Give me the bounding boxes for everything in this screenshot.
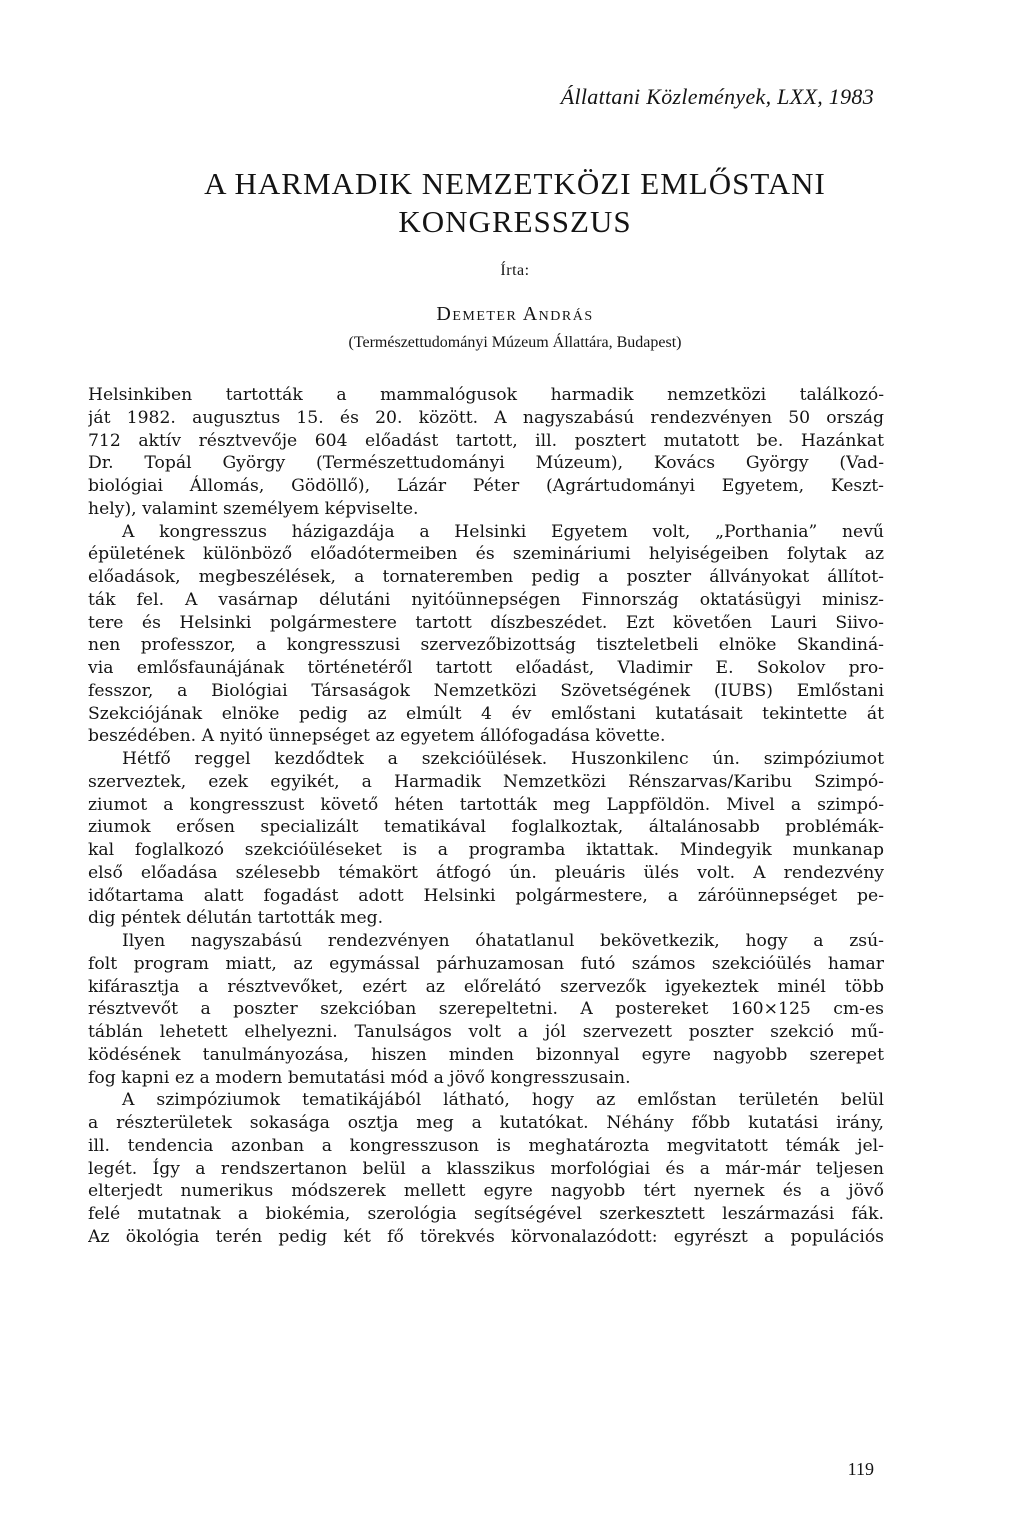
body-line: Az ökológia terén pedig két fő törekvés körvonalazódott: egyrészt a populációs [88, 1226, 884, 1247]
body-line: via emlősfaunájának történetéről tartott előadást, Vladimir E. Sokolov pro- [88, 658, 884, 678]
article-title-line: KONGRESSZUS [398, 204, 632, 239]
body-line: beszédében. A nyitó ünnepséget az egyetem állófogadása követte. [88, 726, 666, 747]
article-body [88, 384, 884, 1249]
journal-header: Állattani Közlemények, LXX, 1983 [560, 84, 874, 109]
body-line: fesszor, a Biológiai Társaságok Nemzetközi Szövetségének (IUBS) Emlőstani [88, 680, 884, 701]
article-title-line: A HARMADIK NEMZETKÖZI EMLŐSTANI [204, 166, 826, 201]
by-label: Írta: [500, 262, 530, 279]
body-line: tere és Helsinki polgármestere tartott díszbeszédet. Ezt követően Lauri Siivo- [88, 612, 884, 633]
body-line: épületének különböző előadótermeiben és szemináriumi helyiségeiben folytak az [88, 544, 884, 565]
author-affiliation: (Természettudományi Múzeum Állattára, Budapest) [348, 334, 682, 351]
body-line: kal foglalkozó szekcióüléseket is a programba iktattak. Mindegyik munkanap [88, 840, 884, 860]
body-line: résztvevőt a poszter szekcióban szerepeltetni. A postereket 160×125 cm-es [88, 999, 884, 1020]
author-name: Demeter András [436, 303, 594, 325]
body-line: elterjedt numerikus módszerek mellett egyre nagyobb tért nyernek és a jövő [88, 1181, 884, 1202]
body-line: A szimpóziumok tematikájából látható, hogy az emlőstan területén belül [122, 1090, 884, 1111]
body-line: a részterületek sokasága osztja meg a kutatókat. Néhány főbb kutatási irány, [88, 1113, 884, 1133]
body-line: fog kapni ez a modern bemutatási mód a jövő kongresszusain. [88, 1067, 631, 1088]
body-line: ját 1982. augusztus 15. és 20. között. A nagyszabású rendezvényen 50 ország [88, 407, 884, 428]
page-number: 119 [847, 1459, 874, 1479]
body-line: A kongresszus házigazdája a Helsinki Egyetem volt, „Porthania” nevű [122, 521, 884, 542]
body-line: felé mutatnak a biokémia, szerológia segítségével szerkesztett leszármazási fák. [88, 1204, 884, 1224]
body-line: előadások, megbeszélések, a tornateremben pedig a poszter állványokat állítot- [88, 567, 884, 587]
body-line: legét. Így a rendszertanon belül a klasszikus morfológiai és a már-már teljesen [88, 1158, 884, 1179]
body-line: ták fel. A vasárnap délutáni nyitóünnepségen Finnország oktatásügyi minisz- [88, 589, 884, 610]
body-line: ill. tendencia azonban a kongresszuson is meghatározta megvitatott témák jel- [88, 1135, 884, 1156]
body-line: táblán lehetett elhelyezni. Tanulságos volt a jól szervezett poszter szekció mű- [88, 1022, 884, 1042]
body-line: 712 aktív résztvevője 604 előadást tartott, ill. posztert mutatott be. Hazánkat [88, 430, 884, 451]
body-line: biológiai Állomás, Gödöllő), Lázár Péter (Agrártudományi Egyetem, Keszt- [88, 476, 884, 496]
body-line: dig péntek délután tartották meg. [88, 908, 384, 929]
body-line: nen professzor, a kongresszusi szervezőbizottság tiszteletbeli elnöke Skandiná- [88, 635, 884, 656]
body-line: hely), valamint személyem képviselte. [88, 498, 419, 519]
body-line: folt program miatt, az egymással párhuzamosan futó számos szekcióülés hamar [88, 953, 884, 974]
body-line: Ilyen nagyszabású rendezvényen óhatatlanul bekövetkezik, hogy a zsú- [122, 931, 884, 951]
body-line: Hétfő reggel kezdődtek a szekcióülések. Huszonkilenc ún. szimpóziumot [122, 749, 884, 769]
body-line: időtartama alatt fogadást adott Helsinki polgármestere, a záróünnepséget pe- [88, 885, 884, 906]
body-line: kifárasztja a résztvevőket, ezért az előrelátó szervezők igyekeztek minél több [88, 976, 884, 997]
body-line: ködésének tanulmányozása, hiszen minden bizonnyal egyre nagyobb szerepet [88, 1044, 884, 1065]
article-title [110, 165, 920, 241]
body-line: első előadása szélesebb témakört átfogó ún. pleuáris ülés volt. A rendezvény [88, 862, 884, 883]
body-line: szerveztek, ezek egyikét, a Harmadik Nemzetközi Rénszarvas/Karibu Szimpó- [88, 771, 884, 792]
body-line: Helsinkiben tartották a mammalógusok harmadik nemzetközi találkozó- [88, 385, 884, 405]
body-line: ziumot a kongresszust követő héten tartották meg Lappföldön. Mivel a szimpó- [88, 794, 884, 815]
body-line: ziumok erősen specializált tematikával foglalkoztak, általánosabb problémák- [88, 817, 884, 838]
body-line: Szekciójának elnöke pedig az elmúlt 4 év emlőstani kutatásait tekintette át [88, 703, 884, 724]
body-line: Dr. Topál György (Természettudományi Múzeum), Kovács György (Vad- [88, 453, 884, 474]
